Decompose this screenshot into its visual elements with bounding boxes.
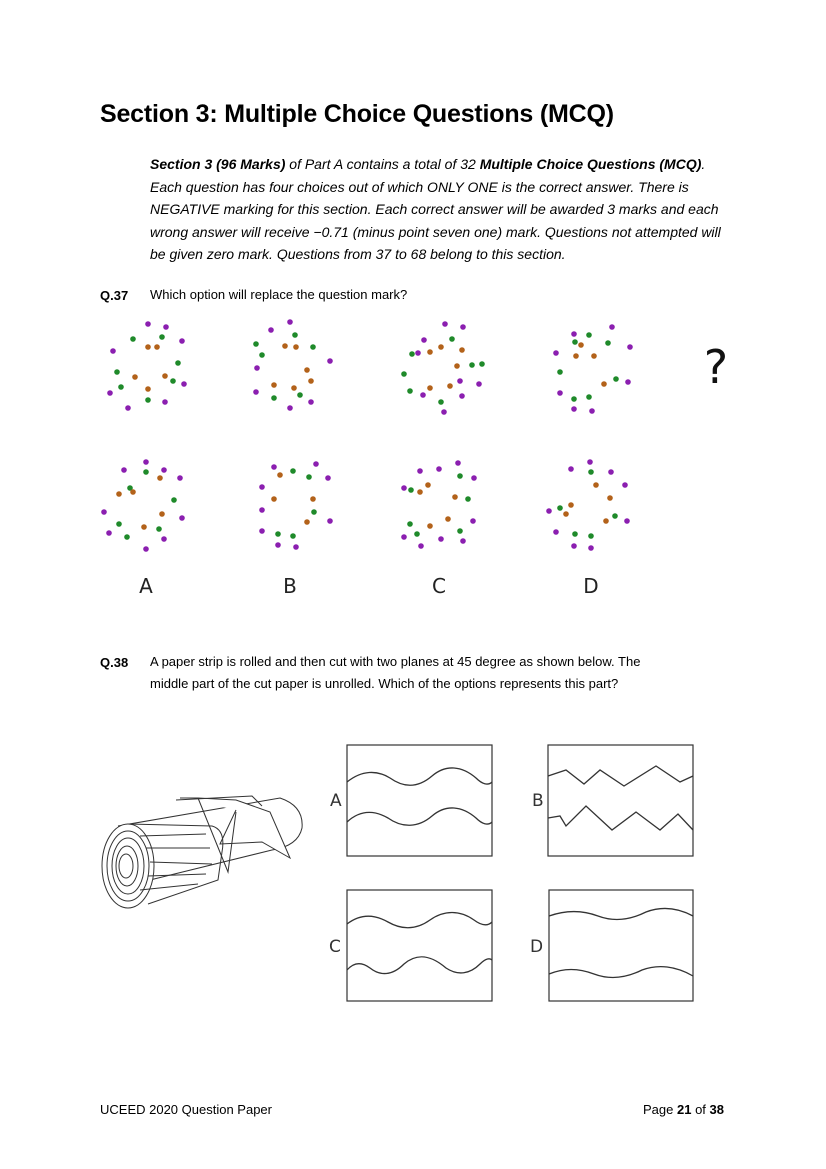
q37-option-figure-b[interactable] [259,461,333,550]
page-prefix: Page [643,1102,677,1117]
q38-text-line-1: A paper strip is rolled and then cut with two planes at 45 degree as shown below. The [150,654,641,669]
q38-text-line-2: middle part of the cut paper is unrolled. Which of the options represents this part? [150,676,619,691]
q37-option-figure-d[interactable] [546,459,630,551]
q38-option-b-label[interactable]: B [532,791,544,811]
q38-option-box-d[interactable] [549,890,693,1001]
q37-text: Which option will replace the question mark? [150,287,408,302]
q37-figure-1 [107,321,187,411]
q37-option-d-label[interactable]: D [583,574,599,598]
q38-option-c-label[interactable]: C [329,937,341,957]
q37-number: Q.37 [100,288,129,303]
page-current: 21 [676,1102,692,1117]
q38-option-a-label[interactable]: A [330,791,342,811]
mcq-bold: Multiple Choice Questions (MCQ) [479,156,702,172]
q37-question-mark: ? [703,340,729,394]
q37-sequence-figures [107,319,633,415]
marks-bold: Section 3 (96 Marks) [150,156,286,172]
q37-option-figure-c[interactable] [401,460,477,549]
footer-paper-title: UCEED 2020 Question Paper [100,1102,272,1117]
q38-option-d-label[interactable]: D [530,937,544,957]
intro-text-2: . Each question has four choices out of which ONLY ONE is the correct answer. There is NEGATIVE marking for this section. Each correct answer will be awarded 3 marks and each wrong answer will receive −0.71 (minus point seven one) mark. Questions not attempted will be given zero mark. Questions from 37 to 68 belong to this section. [150,156,721,262]
q38-option-box-a[interactable] [347,745,492,856]
q38-number: Q.38 [100,655,129,670]
section-title: Section 3: Multiple Choice Questions (MCQ) [100,100,614,128]
footer-page-number [643,1102,724,1117]
intro-text-1: of Part A contains a total of 32 [285,156,480,172]
q37-figure-3 [401,321,485,415]
q37-option-figures [101,459,630,552]
q37-option-c-label[interactable]: C [432,574,446,598]
rolled-paper-illustration [102,796,302,908]
page-of: of [691,1102,710,1117]
q38-option-box-b[interactable] [548,745,693,856]
q37-option-a-label[interactable]: A [139,574,153,598]
q37-option-b-label[interactable]: B [283,574,297,598]
q37-figure-2 [253,319,333,411]
q37-figure-4 [553,324,633,414]
page-total: 38 [709,1102,724,1117]
q37-option-figure-a[interactable] [101,459,185,552]
q38-option-box-c[interactable] [347,890,492,1001]
